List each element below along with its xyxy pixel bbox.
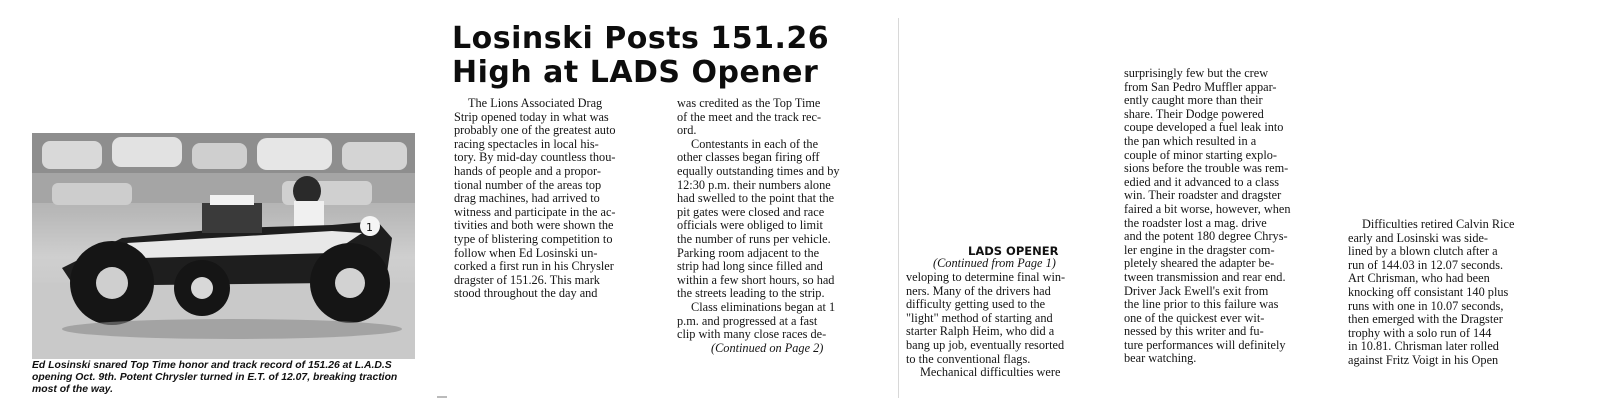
text-line: the pan which resulted in a	[1124, 133, 1257, 148]
text-line: the roadster lost a mag. drive	[1124, 215, 1267, 230]
text-line: The Lions Associated Drag	[468, 96, 603, 110]
headline	[452, 22, 829, 90]
text-line: racing spectacles in local his-	[454, 136, 599, 151]
text-line: couple of minor starting explo-	[1124, 147, 1277, 162]
text-line: bear watching.	[1124, 351, 1197, 366]
text-line: run of 144.03 in 12.07 seconds.	[1348, 257, 1504, 272]
text-line: the number of runs per vehicle.	[677, 231, 831, 246]
text-line: to the conventional flags.	[906, 351, 1031, 366]
text-line: the streets leading to the strip.	[677, 286, 825, 301]
text-line: drag machines, had arrived to	[454, 191, 600, 206]
text-line: other classes began firing off	[677, 150, 820, 165]
text-line: coupe developed a fuel leak into	[1124, 120, 1284, 135]
text-line: Mechanical difficulties were	[920, 365, 1061, 380]
text-line: "light" method of starting and	[906, 310, 1053, 325]
text-line: Driver Jack Ewell's exit from	[1124, 283, 1269, 298]
text-line: nessed by this writer and fu-	[1124, 324, 1264, 339]
text-line: tional number of the areas top	[454, 177, 602, 192]
text-line: pletely sheared the adapter be-	[1124, 256, 1275, 271]
text-line: witness and participate in the ac-	[454, 204, 616, 219]
caption-line: opening Oct. 9th. Potent Chrysler turned in E.T. of 12.07, breaking traction	[32, 372, 398, 383]
headline-line-2: High at LADS Opener	[452, 55, 819, 90]
scan-artifact	[437, 396, 447, 398]
text-line: ord.	[677, 123, 697, 138]
text-line: tory. By mid-day countless thou-	[454, 150, 616, 165]
text-line: faired a bit worse, however, when	[1124, 201, 1291, 216]
text-line: hands of people and a propor-	[454, 163, 601, 178]
text-line: of the meet and the track rec-	[677, 109, 822, 124]
text-line: Difficulties retired Calvin Rice	[1362, 217, 1515, 231]
text-line: officials were obliged to limit	[677, 218, 823, 233]
text-line: Art Chrisman, who had been	[1348, 271, 1490, 286]
text-line: surprisingly few but the crew	[1124, 66, 1269, 80]
text-line: edied and it advanced to a class	[1124, 174, 1280, 189]
text-line: was credited as the Top Time	[677, 96, 821, 110]
text-line: ners. Many of the drivers had	[906, 283, 1051, 298]
text-line: had swelled to the point that the	[677, 191, 835, 206]
text-line: ture performances will definitely	[1124, 337, 1286, 352]
text-line: starter Ralph Heim, who did a	[906, 324, 1055, 339]
headline-line-1: Losinski Posts 151.26	[452, 21, 830, 56]
text-line: p.m. and progressed at a fast	[677, 313, 818, 328]
continued-from-note: (Continued from Page 1)	[933, 256, 1056, 270]
text-line: Parking room adjacent to the	[677, 245, 820, 260]
text-line: veloping to determine final win-	[906, 270, 1066, 284]
text-line: follow when Ed Losinski un-	[454, 245, 598, 260]
text-line: trophy with a solo run of 144	[1348, 325, 1492, 340]
text-line: early and Losinski was side-	[1348, 230, 1489, 245]
article-column-5	[1348, 218, 1584, 368]
text-line: difficulty getting used to the	[906, 297, 1046, 312]
text-line: win. Their roadster and dragster	[1124, 188, 1282, 203]
text-line: the line prior to this failure was	[1124, 297, 1279, 312]
text-line: Class eliminations began at 1	[691, 299, 836, 314]
article-column-1	[454, 97, 662, 301]
text-line: against Fritz Voigt in his Open	[1348, 352, 1499, 367]
text-line: pit gates were closed and race	[677, 204, 825, 219]
photo-caption	[32, 360, 452, 396]
text-line: Contestants in each of the	[691, 136, 819, 151]
article-column-2	[677, 97, 887, 355]
text-line: ently caught more than their	[1124, 93, 1263, 108]
text-line: type of blistering competition to	[454, 231, 613, 246]
text-line: dragster of 151.26. This mark	[454, 272, 600, 287]
text-line: bang up job, eventually resorted	[906, 337, 1065, 352]
text-line: probably one of the greatest auto	[454, 123, 616, 138]
svg-text:1: 1	[366, 221, 373, 234]
text-line: stood throughout the day and	[454, 286, 598, 301]
text-line: then emerged with the Dragster	[1348, 312, 1503, 327]
text-line: in 10.81. Chrisman later rolled	[1348, 339, 1499, 354]
text-line: corked a first run in his Chrysler	[454, 259, 614, 274]
text-line: runs with one in 10.07 seconds,	[1348, 298, 1504, 313]
text-line: knocking off consistant 140 plus	[1348, 284, 1509, 299]
text-line: one of the quickest ever wit-	[1124, 310, 1265, 325]
article-column-4	[1124, 67, 1344, 366]
dragster-photo	[32, 133, 415, 359]
text-line: clip with many close races de-	[677, 327, 827, 342]
dragster-illustration	[32, 133, 415, 359]
text-line: from San Pedro Muffler appar-	[1124, 79, 1277, 94]
caption-line: Ed Losinski snared Top Time honor and track record of 151.26 at L.A.D.S	[32, 360, 392, 371]
text-line: strip had long since filled and	[677, 259, 823, 274]
text-line: lined by a blown clutch after a	[1348, 244, 1498, 259]
text-line: tivities and both were shown the	[454, 218, 614, 233]
text-line: equally outstanding times and by	[677, 163, 840, 178]
text-line: tween transmission and rear end.	[1124, 269, 1286, 284]
text-line: and the potent 180 degree Chrys-	[1124, 229, 1288, 244]
text-line: Strip opened today in what was	[454, 109, 609, 124]
continued-on-note: (Continued on Page 2)	[711, 340, 824, 355]
text-line: within a few short hours, so had	[677, 272, 835, 287]
article-column-3	[906, 271, 1116, 380]
text-line: ler engine in the dragster com-	[1124, 242, 1275, 257]
text-line: share. Their Dodge powered	[1124, 106, 1264, 121]
caption-line: most of the way.	[32, 384, 114, 395]
column-divider	[898, 18, 899, 398]
text-line: 12:30 p.m. their numbers alone	[677, 177, 831, 192]
continuation-heading: LADS OPENER	[968, 244, 1059, 258]
text-line: sions before the trouble was rem-	[1124, 161, 1289, 176]
